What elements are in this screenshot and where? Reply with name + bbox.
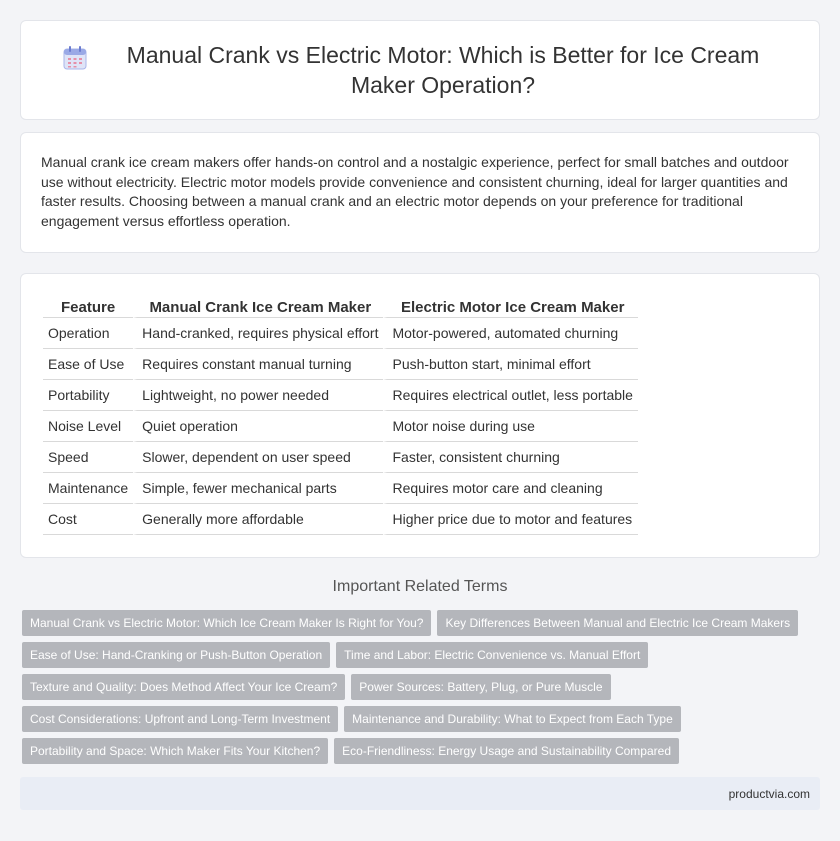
cell-feature: Cost bbox=[43, 504, 133, 535]
header-feature: Feature bbox=[43, 296, 133, 318]
cell-manual: Quiet operation bbox=[133, 411, 383, 442]
related-terms-list bbox=[22, 610, 802, 764]
table-header-row bbox=[43, 296, 638, 318]
cell-manual: Requires constant manual turning bbox=[133, 349, 383, 380]
cell-feature: Speed bbox=[43, 442, 133, 473]
cell-manual: Simple, fewer mechanical parts bbox=[133, 473, 383, 504]
cell-feature: Operation bbox=[43, 318, 133, 349]
header-card bbox=[20, 20, 820, 120]
related-terms-title: Important Related Terms bbox=[332, 578, 508, 595]
cell-electric: Requires motor care and cleaning bbox=[383, 473, 637, 504]
cell-manual: Slower, dependent on user speed bbox=[133, 442, 383, 473]
table-row bbox=[43, 349, 638, 380]
comparison-card bbox=[20, 273, 820, 558]
header-manual: Manual Crank Ice Cream Maker bbox=[133, 296, 383, 318]
footer bbox=[20, 777, 820, 810]
comparison-table bbox=[43, 296, 638, 535]
cell-electric: Motor-powered, automated churning bbox=[383, 318, 637, 349]
related-term-tag[interactable]: Key Differences Between Manual and Electric Ice Cream Makers bbox=[437, 610, 798, 636]
table-row bbox=[43, 411, 638, 442]
table-row bbox=[43, 318, 638, 349]
cell-feature: Portability bbox=[43, 380, 133, 411]
footer-site-link[interactable]: productvia.com bbox=[728, 786, 810, 801]
related-term-tag[interactable]: Manual Crank vs Electric Motor: Which Ice Cream Maker Is Right for You? bbox=[22, 610, 431, 636]
related-term-tag[interactable]: Eco-Friendliness: Energy Usage and Sustainability Compared bbox=[334, 738, 679, 764]
cell-electric: Faster, consistent churning bbox=[383, 442, 637, 473]
cell-electric: Push-button start, minimal effort bbox=[383, 349, 637, 380]
related-term-tag[interactable]: Time and Labor: Electric Convenience vs. Manual Effort bbox=[336, 642, 648, 668]
related-term-tag[interactable]: Portability and Space: Which Maker Fits Your Kitchen? bbox=[22, 738, 328, 764]
cell-feature: Noise Level bbox=[43, 411, 133, 442]
cell-electric: Motor noise during use bbox=[383, 411, 637, 442]
intro-paragraph: Manual crank ice cream makers offer hands-on control and a nostalgic experience, perfect for small batches and outdoor use without electricity. Electric motor models provide convenience and consistent churning, ideal for larger quantities and faster results. Choosing between a manual crank and an electric motor depends on your preference for traditional engagement versus effortless operation. bbox=[41, 154, 789, 229]
cell-feature: Maintenance bbox=[43, 473, 133, 504]
cell-feature: Ease of Use bbox=[43, 349, 133, 380]
related-term-tag[interactable]: Texture and Quality: Does Method Affect Your Ice Cream? bbox=[22, 674, 345, 700]
cell-electric: Requires electrical outlet, less portable bbox=[383, 380, 637, 411]
cell-manual: Generally more affordable bbox=[133, 504, 383, 535]
calendar-icon bbox=[61, 44, 89, 72]
cell-manual: Hand-cranked, requires physical effort bbox=[133, 318, 383, 349]
related-term-tag[interactable]: Ease of Use: Hand-Cranking or Push-Button Operation bbox=[22, 642, 330, 668]
table-row bbox=[43, 442, 638, 473]
table-row bbox=[43, 380, 638, 411]
related-term-tag[interactable]: Maintenance and Durability: What to Expect from Each Type bbox=[344, 706, 681, 732]
related-term-tag[interactable]: Power Sources: Battery, Plug, or Pure Muscle bbox=[351, 674, 610, 700]
cell-manual: Lightweight, no power needed bbox=[133, 380, 383, 411]
intro-card bbox=[20, 132, 820, 253]
table-row bbox=[43, 473, 638, 504]
cell-electric: Higher price due to motor and features bbox=[383, 504, 637, 535]
page-title: Manual Crank vs Electric Motor: Which is Better for Ice Cream Maker Operation? bbox=[126, 42, 760, 98]
table-row bbox=[43, 504, 638, 535]
related-term-tag[interactable]: Cost Considerations: Upfront and Long-Term Investment bbox=[22, 706, 338, 732]
header-electric: Electric Motor Ice Cream Maker bbox=[383, 296, 637, 318]
